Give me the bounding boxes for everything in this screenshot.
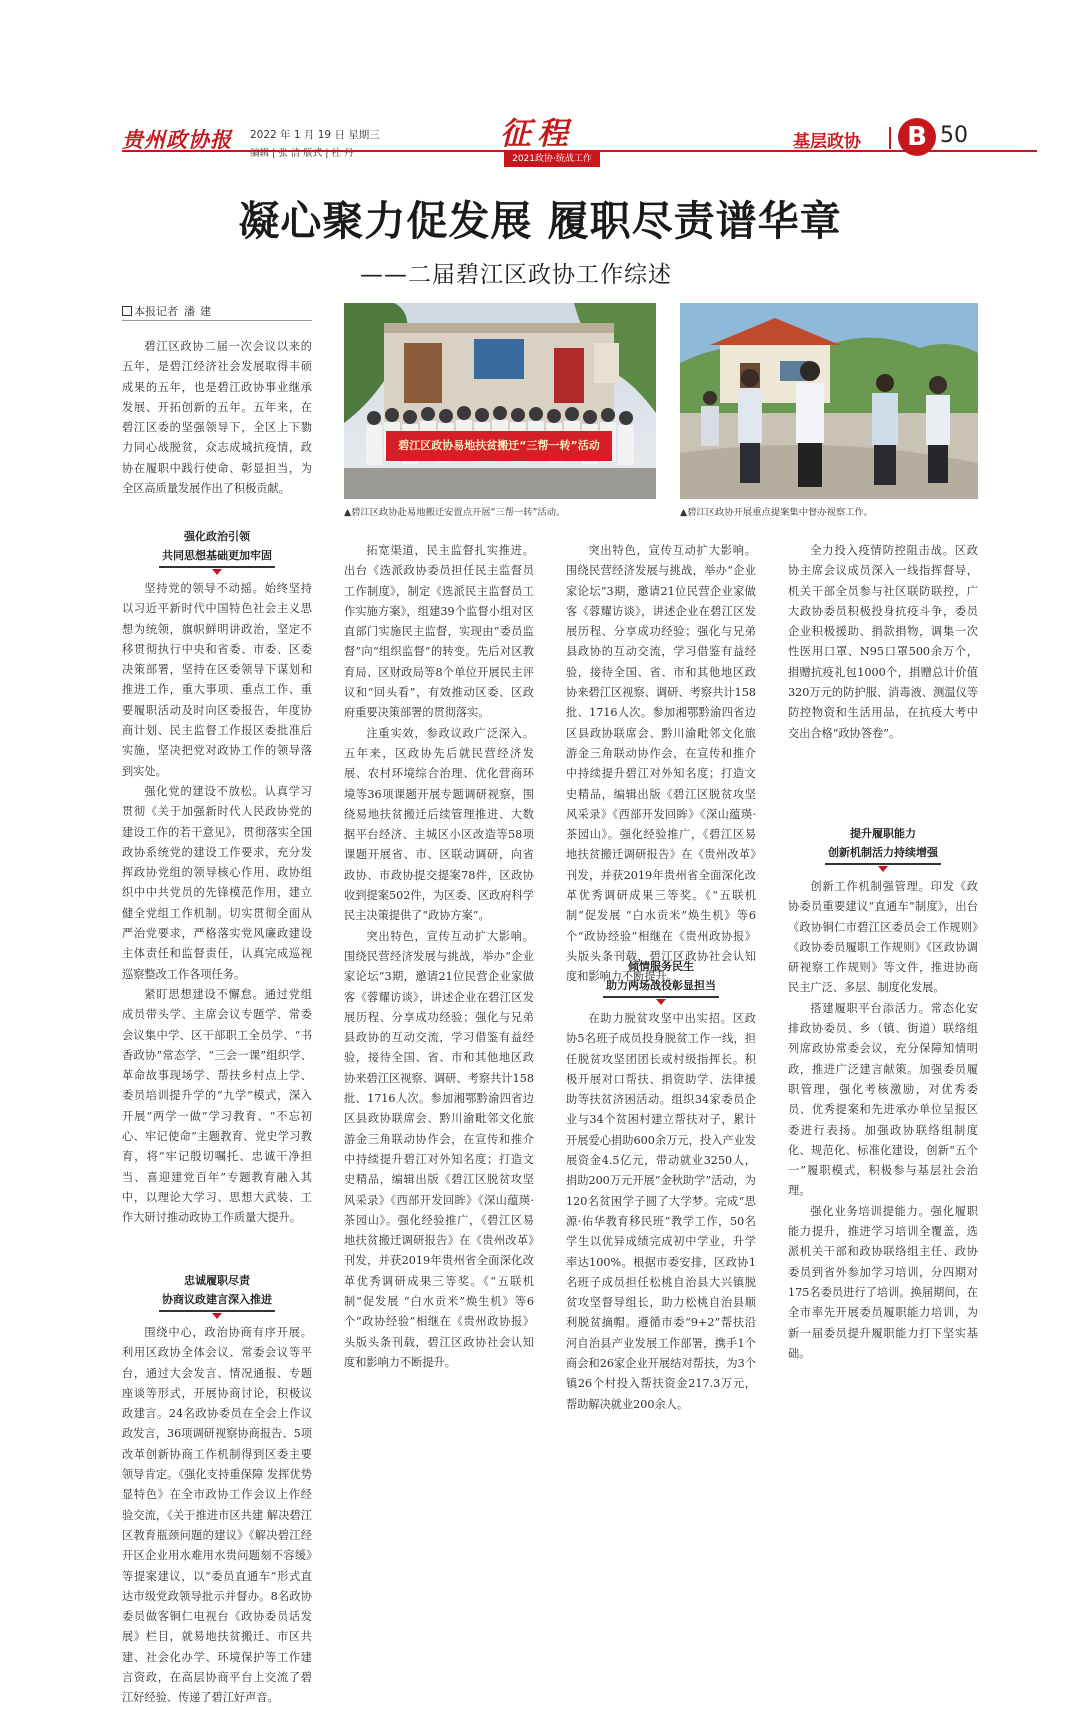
section1-title-line2: 共同思想基础更加牢固 (159, 546, 275, 568)
byline-rule (122, 320, 312, 321)
section1-paragraph: 紧盯思想建设不懈怠。通过党组成员带头学、主席会议专题学、常委会议集中学、区干部职工全员学、“书香政协”常态学、“三会一课”组织学、革命故事现场学、帮扶乡村点上学、委员培训提升学的“九学”模式，深入开展“两学一做”学习教育、“不忘初心、牢记使命”主题教育、党史学习教育，将“牢记殷切嘱托、忠诚干净担当、喜迎建党百年”专题教育融入其中，以理论大学习、思想大武装、工作大研讨推动政协工作质量大提升。 (122, 987, 312, 1225)
photo-inspection-visit (680, 303, 978, 499)
section4-heading (788, 824, 978, 872)
column-logo-subtitle: 2021政协·统战工作 (504, 152, 600, 167)
column3-text-bottom (566, 1009, 756, 1415)
subheadline: ——二届碧江区政协工作综述 (360, 262, 672, 288)
headline: 凝心聚力促发展 履职尽责谱华章 (238, 197, 842, 245)
section4-title-line2: 创新机制活力持续增强 (825, 843, 941, 865)
section2-heading (122, 1271, 312, 1319)
section2-marker-icon (212, 1313, 222, 1319)
byline-label: 本报记者 (134, 305, 178, 318)
section3-paragraph: 在助力脱贫攻坚中出实招。区政协5名班子成员投身脱贫工作一线，担任脱贫攻坚团团长或村级指挥长。积极开展对口帮扶、捐资助学、法律援助等扶贫济困活动。组织34家委员企业与34个贫困村建立帮扶对子，累计开展爱心捐助600余万元，投入产业发展资金4.5亿元，带动就业3250人，捐助200万元开展“金秋助学”活动，为120名贫困学子圆了大学梦。完成“思源·佑华教育移民班”教学工作，50名学生以优异成绩完成初中学业，升学率达100%。根据市委安排，区政协1名班子成员担任松桃自治县大兴镇脱贫攻坚督导组长，助力松桃自治县顺利脱贫摘帽。遵循市委“9+2”帮扶沿河自治县产业发展工作部署，携手1个商会和26家企业开展结对帮扶，为3个镇26个村投入帮扶资金217.3万元，帮助解决就业200余人。 (566, 1012, 756, 1411)
section1-title-line1: 强化政治引领 (184, 530, 250, 543)
byline-name: 潘建 (184, 305, 216, 318)
section2-paragraph: 注重实效，参政议政广泛深入。五年来，区政协先后就民营经济发展、农村环境综合治理、优化营商环境等36项课题开展专题调研视察，围绕易地扶贫搬迁后续管理推进、大数据平台经济、主城区小区改造等58项课题开展省、市、区联动调研，向省政协、市政协提交提案78件，区政协收到提案502件，为区委、区政府科学民主决策提供了“政协方案”。 (344, 726, 534, 923)
issue-date: 2022 年 1 月 19 日 星期三 (250, 129, 380, 141)
section4-paragraph: 创新工作机制强管理。印发《政协委员重要建议“直通车”制度》，出台《政协铜仁市碧江区委员会工作规则》《政协委员履职工作规则》《区政协调研视察工作规则》等文件，推进协商民主广泛、多层、制度化发展。 (788, 880, 978, 995)
column2-text (344, 541, 534, 1415)
column4-text-bottom (788, 877, 978, 1415)
section-name: 基层政协 (793, 132, 861, 152)
column-logo-title: 征程 (500, 116, 574, 152)
section4-paragraph: 搭建履职平台添活力。常态化安排政协委员、乡（镇、街道）联络组列席政协常委会议，充分保障知情明政，推进广泛建言献策。加强委员履职管理，强化考核激励，对优秀委员、优秀提案和先进承办单位呈报区委进行表扬。加强政协联络组制度化、规范化、标准化建设，创新“五个一”履职模式，积极参与基层社会治理。 (788, 1001, 978, 1198)
column-logo (488, 108, 612, 170)
intro-paragraph: 碧江区政协二届一次会议以来的五年，是碧江经济社会发展取得丰硕成果的五年，也是碧江政协事业继承发展、开拓创新的五年。五年来，在碧江区委的坚强领导下，全区上下勠力同心战脱贫，众志成城抗疫情，政协在履职中践行使命、彰显担当，为全区高质量发展作出了积极贡献。 (122, 340, 312, 496)
section2-title-line1: 忠诚履职尽责 (184, 1274, 250, 1287)
page-number: 50 (940, 123, 968, 148)
page-letter-badge: B (898, 118, 936, 156)
newspaper-name: 贵州政协报 (122, 128, 232, 152)
section1-paragraph: 坚持党的领导不动摇。始终坚持以习近平新时代中国特色社会主义思想为统领，旗帜鲜明讲政治，坚定不移贯彻执行中央和省委、市委、区委决策部署，坚持在区委领导下谋划和推进工作，重大事项、重点工作、重要履职活动及时向区委报告，年度协商计划、民主监督工作报区委批准后实施，坚决把党对政协工作的领导落到实处。 (122, 582, 312, 778)
section3-marker-icon (656, 999, 666, 1005)
section2-paragraph: 突出特色，宣传互动扩大影响。围绕民营经济发展与挑战，举办“企业家论坛”3期，邀请21位民营企业家做客《蓉耀访谈》，讲述企业在碧江区发展历程、分享成功经验；强化与兄弟县政协的互动交流，学习借鉴有益经验，接待全国、省、市和其他地区政协来碧江区视察、调研、考察共计158批、1716人次。参加湘鄂黔渝四省边区县政协联席会、黔川渝毗邻文化旅游金三角联动协作会，在宣传和推介中持续提升碧江对外知名度；打造文史精品，编辑出版《碧江区脱贫攻坚风采录》《西部开发回眸》《深山蕴瑛·茶园山》。强化经验推广，《碧江区易地扶贫搬迁调研报告》在《贵州改革》刊发，并获2019年贵州省全面深化改革优秀调研成果三等奖。《“五联机制”促发展 “白水贡米”焕生机》等6个“政协经验”相继在《贵州政协报》头版头条刊载，碧江区政协社会认知度和影响力不断提升。 (566, 544, 756, 984)
byline-box-icon (122, 306, 132, 316)
section3-heading (566, 957, 756, 1005)
section2-paragraph: 突出特色，宣传互动扩大影响。围绕民营经济发展与挑战，举办“企业家论坛”3期，邀请21位民营企业家做客《蓉耀访谈》，讲述企业在碧江区发展历程、分享成功经验；强化与兄弟县政协的互动交流，学习借鉴有益经验，接待全国、省、市和其他地区政协来碧江区视察、调研、考察共计158批、1716人次。参加湘鄂黔渝四省边区县政协联席会、黔川渝毗邻文化旅游金三角联动协作会，在宣传和推介中持续提升碧江对外知名度；打造文史精品，编辑出版《碧江区脱贫攻坚风采录》《西部开发回眸》《深山蕴瑛·茶园山》。强化经验推广，《碧江区易地扶贫搬迁调研报告》在《贵州改革》刊发，并获2019年贵州省全面深化改革优秀调研成果三等奖。《“五联机制”促发展 “白水贡米”焕生机》等6个“政协经验”相继在《贵州政协报》头版头条刊载，碧江区政协社会认知度和影响力不断提升。 (344, 929, 534, 1369)
byline (122, 303, 216, 319)
editor-credits: 编辑 | 张 洁 版式 | 杜 丹 (250, 148, 354, 159)
column1-text (122, 579, 312, 1225)
section2-title-line2: 协商议政建言深入推进 (159, 1290, 275, 1312)
section3-paragraph: 全力投入疫情防控阻击战。区政协主席会议成员深入一线指挥督导，机关干部全员参与社区联防联控，广大政协委员积极投身抗疫斗争，委员企业积极援助、捐款捐物，调集一次性医用口罩、N95口罩500余万个，捐赠抗疫礼包1000个，捐赠总计价值320万元的防护服、消毒液、测温仪等防控物资和生活用品，在抗疫大考中交出合格“政协答卷”。 (788, 544, 978, 740)
section-divider (889, 127, 891, 149)
section3-title-line2: 助力两场战役彰显担当 (603, 976, 719, 998)
photo1-caption: ▲碧江区政协赴易地搬迁安置点开展“三帮一转”活动。 (344, 507, 566, 518)
section1-paragraph: 强化党的建设不放松。认真学习贯彻《关于加强新时代人民政协党的建设工作的若干意见》，贯彻落实全国政协系统党的建设工作要求，充分发挥政协党组的领导核心作用、政协组织中中共党员的先锋模范作用，建立健全党组工作机制。切实贯彻全面从严治党要求，严格落实党风廉政建设主体责任和监督责任，认真完成巡视巡察整改工作各项任务。 (122, 784, 312, 981)
section4-title-line1: 提升履职能力 (850, 827, 916, 840)
section1-heading (122, 527, 312, 575)
section1-marker-icon (212, 569, 222, 575)
photo2-caption: ▲碧江区政协开展重点提案集中督办视察工作。 (680, 507, 874, 518)
intro-text (122, 337, 312, 509)
section2-text-part1 (122, 1323, 312, 1705)
section4-paragraph: 强化业务培训提能力。强化履职能力提升，推进学习培训全覆盖，选派机关干部和政协联络组主任、政协委员到省外参加学习培训，分四期对175名委员进行了培训。换届期间，在全市率先开展委员履职能力培训，为新一届委员提升履职能力打下坚实基础。 (788, 1204, 978, 1360)
column4-text-top (788, 541, 978, 805)
section2-paragraph: 拓宽渠道，民主监督扎实推进。出台《选派政协委员担任民主监督员工作制度》，制定《选派民主监督员工作实施方案》，组建39个监督小组对区直部门实施民主监督，实现由“委员监督”向“组织监督”的转变。先后对区教育局、区财政局等8个单位开展民主评议和“回头看”，有效推动区委、区政府重要决策部署的贯彻落实。 (344, 544, 534, 720)
photo-relocation-activity (344, 303, 656, 499)
section2-paragraph: 围绕中心，政治协商有序开展。利用区政协全体会议、常委会议等平台，通过大会发言、情况通报、专题座谈等形式，开展协商讨论，积极议政建言。24名政协委员在全会上作议政发言，36项调研视察协商报告、5项改革创新协商工作机制得到区委主要领导肯定。《强化支持重保障 发挥优势显特色》在全市政协工作会议上作经验交流，《关于推进市区共建 解决碧江区教育瓶颈问题的建议》《解决碧江经开区企业用水难用水贵问题刻不容缓》等提案建议，以“委员直通车”形式直达市级党政领导批示并督办。8名政协委员做客铜仁电视台《政协委员话发展》栏目，就易地扶贫搬迁、市区共建、社会化办学、环境保护等工作建言资政，在高层协商平台上交流了碧江好经验、传递了碧江好声音。 (122, 1326, 312, 1705)
section3-title-line1: 倾情服务民生 (628, 960, 694, 973)
section4-marker-icon (878, 866, 888, 872)
photo-banner-text: 碧江区政协易地扶贫搬迁“三帮一转”活动 (398, 439, 600, 452)
